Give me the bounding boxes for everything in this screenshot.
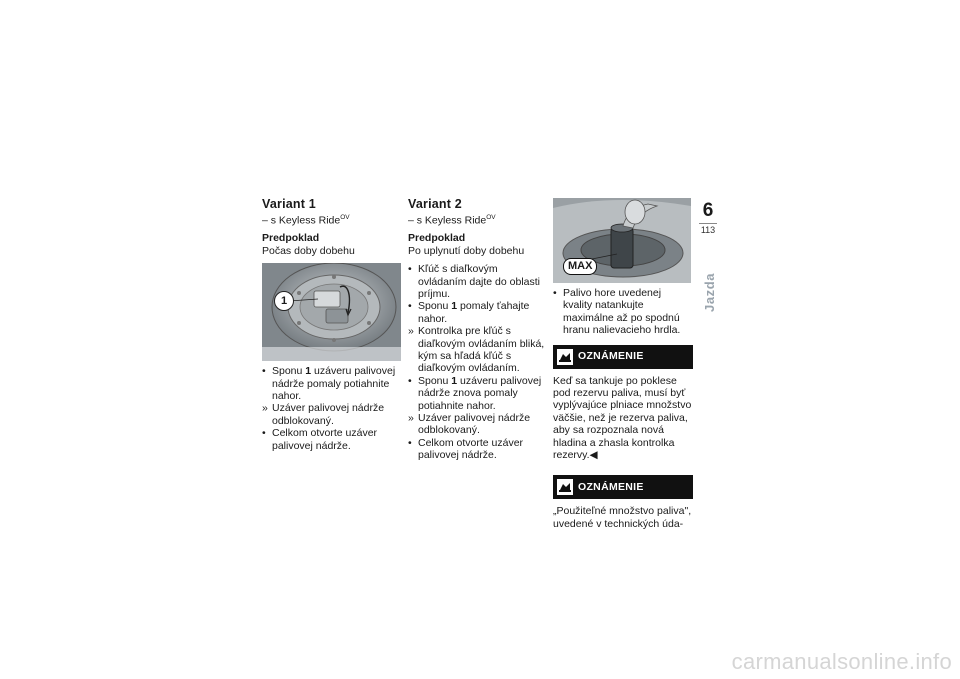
column-refuel: [553, 198, 693, 530]
list-item: • Kľúč s diaľkovým ovládaním dajte do oblasti príjmu.: [408, 263, 540, 300]
notice-text-1: Keď sa tankuje po poklese pod rezervu paliva, musí byť vyplývajúce plniace množstvo väčšie, než je rezerva paliva, aby sa rozpoznala nová hladina a zhasla kontrolka rezervy.◀: [553, 374, 692, 462]
chapter-rule: [699, 223, 717, 224]
fuel-cap-photo: [262, 263, 401, 361]
notice-banner-2: [553, 475, 693, 499]
option-sup: OV: [340, 214, 350, 222]
option-text: – s Keyless Ride: [262, 214, 341, 227]
list-item: • Sponu 1 uzáveru palivovej nádrže pomaly potiahnite nahor.: [262, 365, 396, 402]
list-item: • Palivo hore uvedenej kvality natankujte maximálne až po spodnú hranu nalievacieho hrdla.: [553, 287, 681, 337]
prereq-heading: Predpoklad: [408, 232, 466, 245]
option-sup: OV: [486, 214, 496, 222]
refuel-steps: [553, 287, 693, 337]
list-item: • Sponu 1 pomaly ťahajte nahor.: [408, 300, 530, 325]
column-variant-2: [408, 198, 548, 462]
notice-label: OZNÁMENIE: [578, 350, 644, 363]
variant-1-option: [262, 212, 402, 227]
list-item: • Celkom otvorte uzáver palivovej nádrže.: [262, 427, 378, 452]
watermark: carmanualsonline.info: [731, 649, 952, 674]
chapter-number: 6: [702, 200, 714, 221]
list-item: » Kontrolka pre kľúč s diaľkovým ovládaním bliká, kým sa hľadá kľúč s diaľkovým ovládaním.: [408, 325, 545, 375]
notice-text-2: „Použiteľné množstvo paliva", uvedené v technických úda-: [553, 505, 692, 530]
variant-1-steps: [262, 365, 402, 452]
max-label: MAX: [563, 258, 597, 275]
notice-banner-1: [553, 345, 693, 369]
prereq-text: Počas doby dobehu: [262, 244, 355, 257]
list-item: » Uzáver palivovej nádrže odblokovaný.: [262, 402, 385, 427]
prereq-heading: Predpoklad: [262, 232, 320, 245]
variant-2-title: Variant 2: [408, 197, 462, 211]
variant-2-steps: [408, 263, 548, 462]
option-text: – s Keyless Ride: [408, 214, 487, 227]
list-item: • Sponu 1 uzáveru palivovej nádrže znova pomaly potiahnite nahor.: [408, 374, 542, 412]
prereq-text: Po uplynutí doby dobehu: [408, 244, 525, 257]
fuel-cap-illustration: [262, 263, 401, 361]
list-item: » Uzáver palivovej nádrže odblokovaný.: [408, 412, 531, 437]
callout-1: 1: [274, 291, 294, 311]
filler-neck-photo: [553, 198, 691, 283]
page-number: 113: [700, 225, 716, 235]
variant-1-title: Variant 1: [262, 197, 316, 211]
column-variant-1: [262, 198, 402, 452]
variant-2-option: [408, 212, 548, 227]
notice-icon: [557, 349, 573, 365]
section-title: Jazda: [702, 272, 717, 312]
notice-label: OZNÁMENIE: [578, 481, 644, 494]
chapter-marker: [699, 200, 717, 235]
list-item: • Celkom otvorte uzáver palivovej nádrže.: [408, 436, 524, 462]
notice-icon: [557, 479, 573, 495]
